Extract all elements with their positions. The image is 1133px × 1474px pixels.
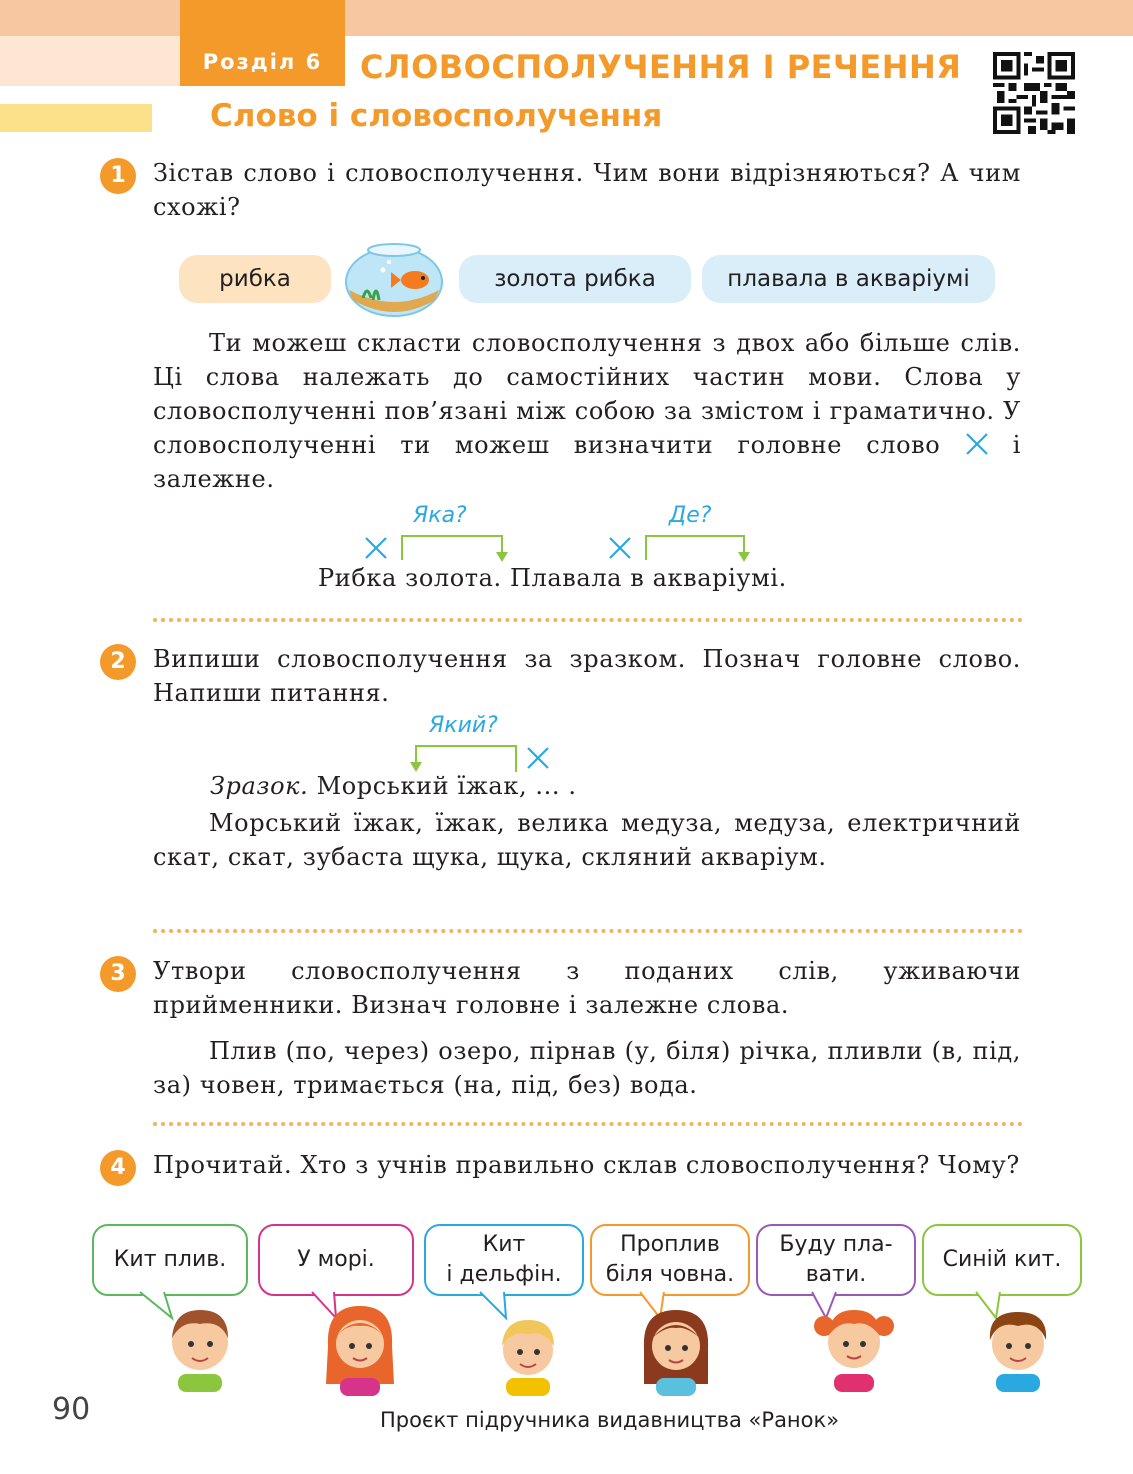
speech-bubble-5: Буду пла- вати.	[756, 1224, 916, 1296]
task-number-1: 1	[100, 158, 136, 194]
divider	[153, 618, 1023, 622]
speech-bubble-3: Кит і дельфін.	[424, 1224, 584, 1296]
speech-bubble-2: У морі.	[258, 1224, 414, 1296]
task-number-4: 4	[100, 1150, 136, 1186]
divider	[153, 929, 1023, 933]
publisher-note: Проєкт підручника видавництва «Ранок»	[380, 1408, 840, 1432]
pill-phrase-2: плавала в акваріумі	[702, 255, 995, 303]
header-band-light	[0, 36, 180, 86]
task3-prompt: Утвори словосполучення з поданих слів, уживаючи прийменники. Визнач головне і залежне слова.	[153, 957, 1021, 1019]
dependency-arrow-sample	[408, 740, 558, 776]
question-which-fem: Яка?	[413, 503, 467, 528]
question-where: Де?	[669, 503, 712, 528]
task2-words: Морський їжак, їжак, велика медуза, медуза, електричний скат, скат, зубаста щука, щука, скляний акваріум.	[153, 809, 1021, 871]
lesson-title: Слово і словосполучення	[210, 98, 663, 134]
boy-1-icon	[160, 1296, 240, 1392]
task1-rule-text: Ти можеш скласти словосполучення з двох або більше слів. Ці слова належать до самостійних частин мови. Слова у словосполученні пов’язані між собою за змістом і граматично. У словосполученні ти можеш визначити головне слово і залежне.	[153, 329, 1021, 493]
girl-1-icon	[320, 1296, 400, 1396]
boy-2-icon	[490, 1310, 566, 1396]
divider	[153, 1122, 1023, 1126]
task4-prompt: Прочитай. Хто з учнів правильно склав словосполучення? Чому?	[153, 1151, 1020, 1179]
pill-phrase-1: золота рибка	[459, 255, 691, 303]
qr-code-icon[interactable]	[993, 52, 1075, 134]
task-number-3: 3	[100, 956, 136, 992]
task2-prompt: Випиши словосполучення за зразком. Познач головне слово. Напиши питання.	[153, 645, 1021, 707]
task1-prompt: Зістав слово і словосполучення. Чим вони відрізняються? А чим схожі?	[153, 159, 1021, 221]
section-label: Розділ 6	[202, 50, 323, 74]
task-number-2: 2	[100, 644, 136, 680]
boy-3-icon	[978, 1300, 1058, 1392]
lesson-marker-bar	[0, 104, 152, 132]
fish-bowl-icon	[343, 240, 445, 318]
dependency-arrows-diagram	[362, 530, 762, 566]
girl-2-icon	[636, 1300, 716, 1396]
task3-words: Плив (по, через) озеро, пірнав (у, біля) річка, пливли (в, під, за) човен, тримається (на, під, без) вода.	[153, 1037, 1021, 1099]
header-band	[0, 0, 1133, 36]
chapter-title: СЛОВОСПОЛУЧЕННЯ І РЕЧЕННЯ	[360, 48, 962, 86]
main-word-cross-icon	[965, 432, 989, 456]
pill-word: рибка	[179, 255, 331, 303]
girl-3-icon	[812, 1296, 896, 1392]
task1-example: Рибка золота. Плавала в акваріумі.	[318, 564, 787, 592]
page-number: 90	[52, 1392, 91, 1427]
task2-sample: Зразок. Морський їжак, ... .	[210, 772, 577, 800]
speech-bubble-1: Кит плив.	[92, 1224, 248, 1296]
question-which-masc: Який?	[429, 713, 498, 738]
speech-bubble-6: Синій кит.	[922, 1224, 1082, 1296]
speech-bubble-4: Проплив біля човна.	[590, 1224, 750, 1296]
